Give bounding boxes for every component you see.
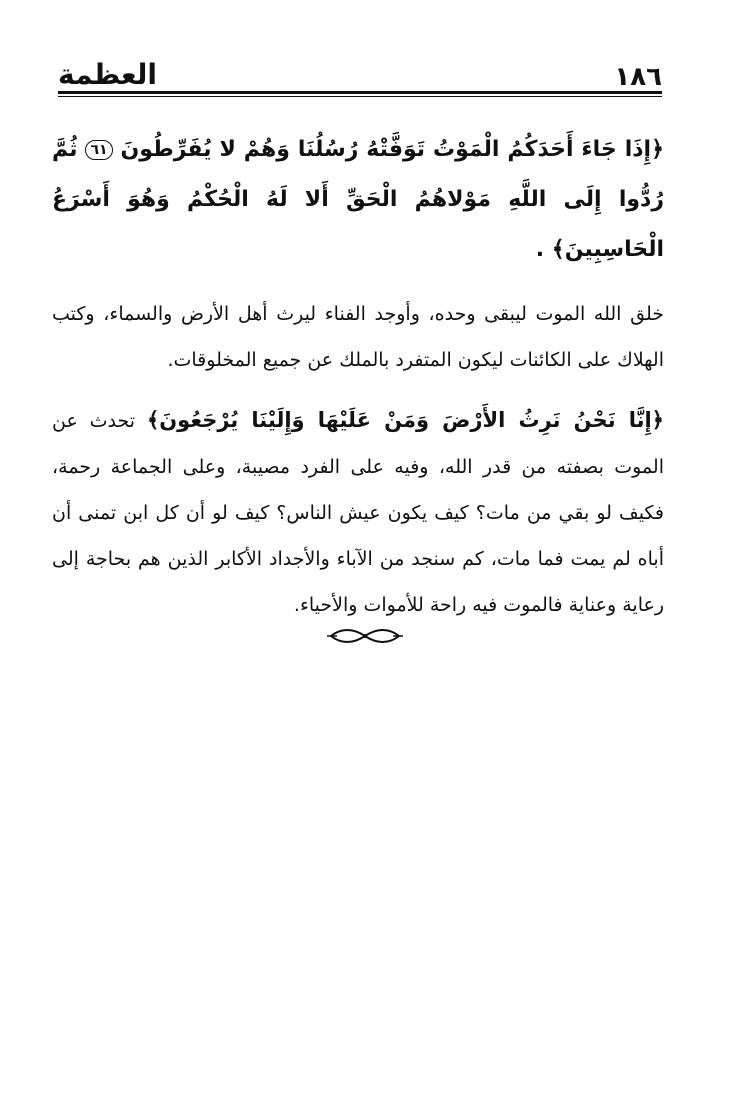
paragraph-1: خلق الله الموت ليبقى وحده، وأوجد الفناء ليرث أهل الأرض والسماء، وكتب الهلاك على الكائنات ليكون المتفرد بالملك عن جميع المخلوقات. — [52, 303, 664, 371]
ayah-number-badge: ٦١ — [85, 140, 112, 160]
running-title: العظمة — [58, 58, 157, 91]
page-number: ١٨٦ — [614, 62, 662, 92]
page-body — [52, 125, 664, 628]
header-rule — [58, 91, 662, 94]
quran-verse-1 — [52, 125, 664, 275]
paragraph-2-text: تحدث عن الموت بصفته من قدر الله، وفيه على الفرد مصيبة، وعلى الجماعة رحمة، فكيف لو بقي من مات؟ كيف يكون عيش الناس؟ كيف لو أن كل ابن تمنى أن أباه لم يمت فما مات، كم سنجد من الآباء والأجداد الأكابر الذين هم بحاجة إلى رعاية وعناية فالموت فيه راحة للأموات والأحياء. — [52, 410, 664, 616]
page-header — [58, 58, 662, 98]
verse-1-text: ﴿إِذَا جَاءَ أَحَدَكُمُ الْمَوْتُ تَوَفَّتْهُ رُسُلُنَا وَهُمْ لا يُفَرِّطُونَ — [120, 137, 664, 162]
paragraph-2 — [52, 397, 664, 628]
ornament-divider-icon — [325, 624, 405, 648]
verse-1-continuation: ثُمَّ رُدُّوا إِلَى اللَّهِ مَوْلاهُمُ الْحَقِّ أَلا لَهُ الْحُكْمُ وَهُوَ أَسْرَعُ الْحَاسِبِينَ﴾ . — [52, 137, 664, 262]
header-rule-thin — [58, 96, 662, 97]
quran-verse-2: ﴿إِنَّا نَحْنُ نَرِثُ الأَرْضَ وَمَنْ عَلَيْهَا وَإِلَيْنَا يُرْجَعُونَ﴾ — [146, 408, 664, 432]
